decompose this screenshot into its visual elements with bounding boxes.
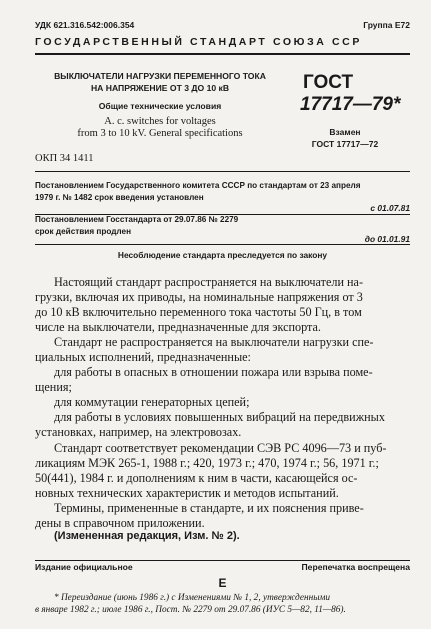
body-line: Стандарт соответствует рекомендации СЭВ РС 4096—73 и пуб- [54, 441, 387, 455]
body-line: числе на выключатели, предназначенные для экспорта. [35, 320, 321, 334]
body-line: Стандарт не распространяется на выключатели нагрузки спе- [54, 335, 374, 349]
body-line: щения; [35, 380, 72, 394]
legal-warning: Несоблюдение стандарта преследуется по закону [117, 250, 328, 260]
decree-intro-date: с 01.07.81 [370, 203, 410, 213]
body-line: дены в справочном приложении. [35, 516, 205, 530]
reprint-prohibited: Перепечатка воспрещена [301, 562, 410, 572]
okp-rule [35, 171, 410, 172]
official-edition: Издание официальное [35, 562, 133, 572]
decree-ext-line1: Постановлением Госстандарта от 29.07.86 № 2279 [35, 215, 239, 224]
gost-number: 17717—79* [300, 94, 401, 115]
body-line: циальных исполнений, предназначенные: [35, 350, 251, 364]
title-en-line1: A. c. switches for voltages [104, 116, 216, 127]
udk-code: УДК 621.316.542:006.354 [35, 20, 135, 30]
title-en-line2: from 3 to 10 kV. General specifications [77, 128, 243, 139]
decree-intro-line2: 1979 г. № 1482 срок введения установлен [35, 193, 204, 202]
decree-intro-line1: Постановлением Государственного комитета СССР по стандартам от 23 апреля [35, 181, 361, 190]
body-line: Настоящий стандарт распространяется на выключатели на- [54, 275, 364, 289]
body-line: Термины, примененные в стандарте, и их пояснения приве- [54, 501, 364, 515]
replaces-label: Взамен [329, 127, 361, 137]
decree-ext-line2: срок действия продлен [35, 227, 132, 236]
subtitle-ru: Общие технические условия [98, 101, 222, 111]
reissue-note-line1: * Переиздание (июнь 1986 г.) с Изменениями № 1, 2, утвержденными [54, 593, 331, 603]
body-line: для работы в опасных в отношении пожара или взрыва поме- [54, 365, 373, 379]
body-line: ликациям МЭК 265-1, 1988 г.; 420, 1973 г.; 470, 1974 г.; 56, 1971 г.; [35, 456, 379, 470]
title-ru-line1: ВЫКЛЮЧАТЕЛИ НАГРУЗКИ ПЕРЕМЕННОГО ТОКА [54, 71, 266, 81]
decree-ext-date: до 01.01.91 [364, 234, 410, 244]
reissue-note-line2: в январе 1982 г.; июле 1986 г., Пост. № 2279 от 29.07.86 (ИУС 5—82, 11—86). [35, 605, 346, 615]
body-line: для коммутации генераторных цепей; [54, 395, 250, 409]
body-line: 50(441), 1984 г. и дополнениям к ним в части, касающейся ос- [35, 471, 358, 485]
group-code: Группа Е72 [363, 20, 410, 30]
body-line: установках, например, на электровозах. [35, 425, 242, 439]
body-line: новных технических характеристик и методов испытаний. [35, 486, 339, 500]
okp-code: ОКП 34 1411 [35, 153, 94, 164]
body-line: для работы в условиях повышенных вибраций на передвижных [54, 410, 385, 424]
body-line: до 10 кВ включительно переменного тока частоты 50 Гц, в том [35, 305, 362, 319]
replaces-value: ГОСТ 17717—72 [311, 139, 379, 149]
body-line: грузки, включая их приводы, на номинальные напряжения от 3 [35, 290, 363, 304]
amendment-note: (Измененная редакция, Изм. № 2). [54, 530, 240, 542]
footer-rule [35, 560, 410, 561]
header-rule [35, 53, 410, 55]
gost-label: ГОСТ [303, 72, 354, 93]
decree-rule-2 [35, 244, 410, 245]
title-ru-line2: НА НАПРЯЖЕНИЕ ОТ 3 ДО 10 кВ [90, 83, 230, 93]
edition-letter: Е [218, 576, 227, 590]
standard-banner: ГОСУДАРСТВЕННЫЙ СТАНДАРТ СОЮЗА ССР [35, 36, 362, 48]
